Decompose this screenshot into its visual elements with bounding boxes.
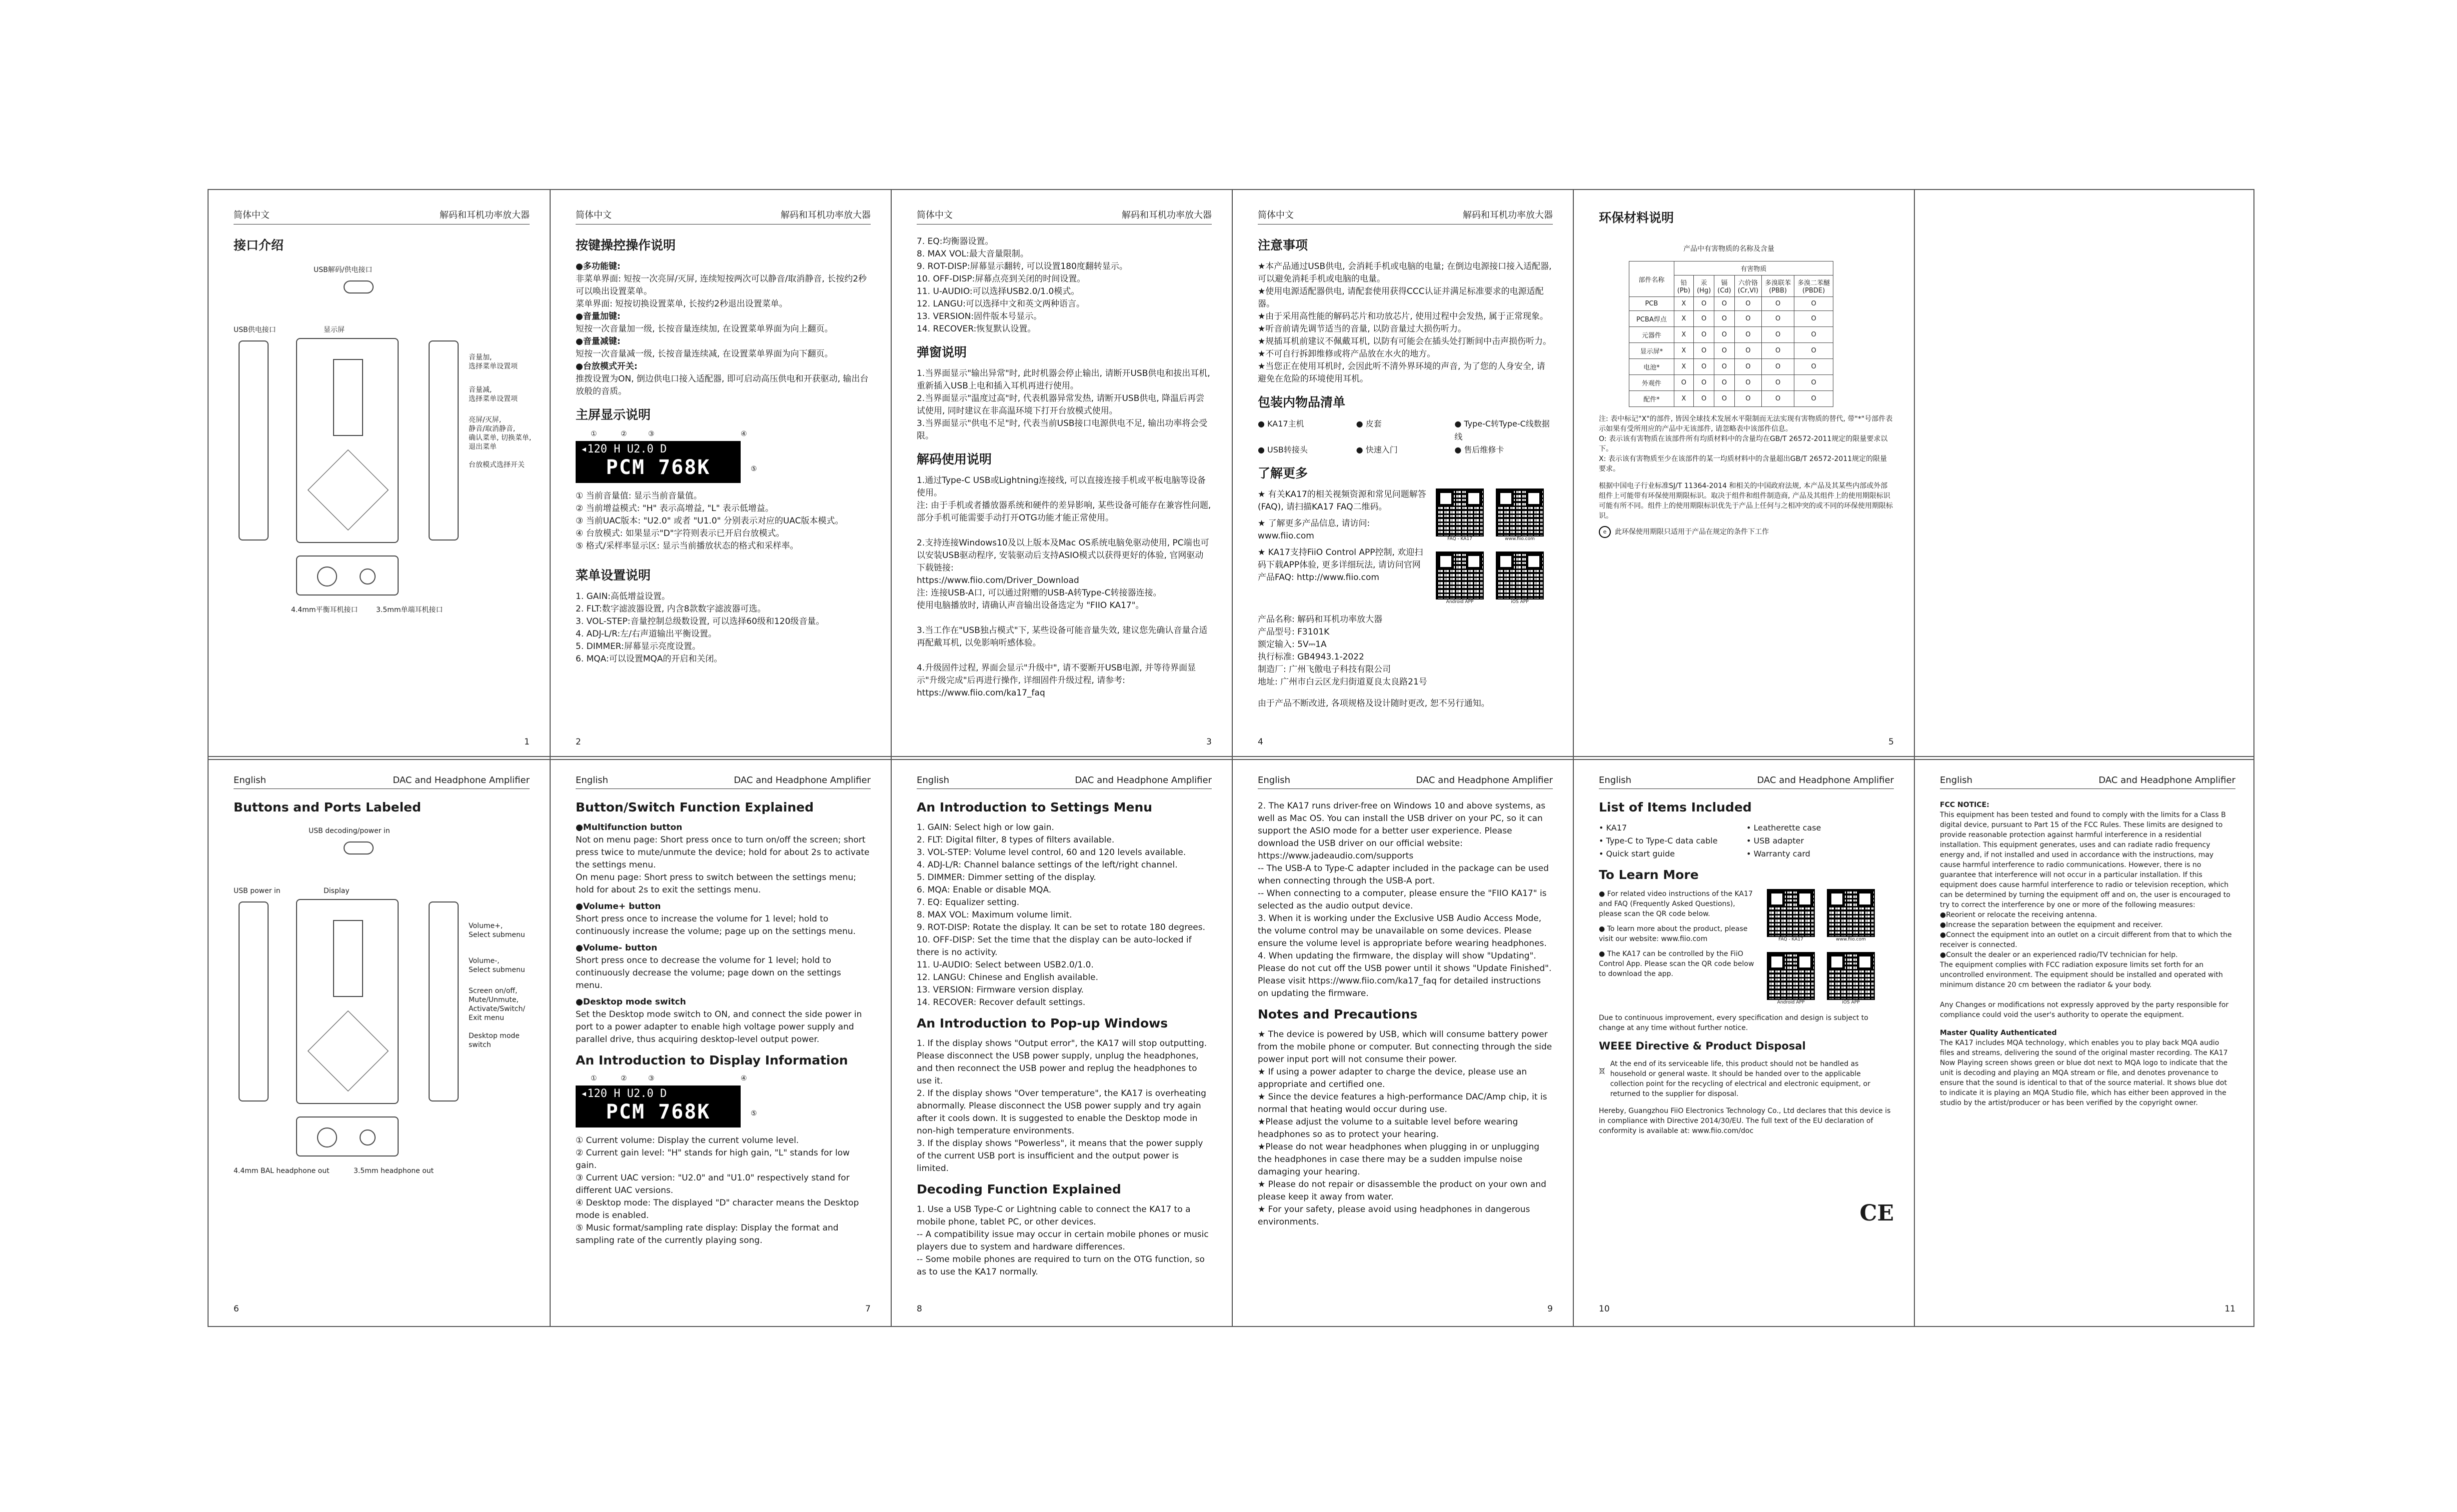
package-items (1599, 822, 1894, 860)
label-usb-decode: USB decoding/power in (309, 827, 390, 835)
display-illustration (576, 430, 871, 490)
device-x-pattern (308, 1010, 389, 1092)
marker: ④ (741, 1074, 747, 1082)
header-lang: 简体中文 (1258, 210, 1294, 220)
item-label: 售后维修卡 (1464, 445, 1504, 454)
item-label: Type-C转Type-C线数据线 (1454, 419, 1550, 442)
qr-code (1767, 952, 1815, 1005)
item-label: Quick start guide (1606, 849, 1675, 858)
marker: ① (591, 430, 597, 438)
qr-caption: FAQ - KA17 (1778, 937, 1803, 942)
list-item: ● USB转接头 (1258, 445, 1308, 454)
item-label: KA17 (1606, 823, 1627, 832)
section-title: To Learn More (1599, 868, 1699, 882)
eco-mark-text: 此环保使用期限只适用于产品在规定的条件下工作 (1615, 528, 1769, 536)
header-doc: DAC and Headphone Amplifier (2098, 775, 2235, 786)
bullet-text: Short press once to increase the volume for 1 level; hold to continuously increase the volume; page up on the settings menu. (576, 914, 856, 936)
lcd-status-row: ◂120 H U2.0 D (581, 1088, 667, 1100)
table-cell: O (1734, 297, 1761, 311)
mqa-title: Master Quality Authenticated (1940, 1029, 2057, 1037)
lcd-screen (576, 441, 741, 483)
table-cell: O (1794, 297, 1833, 311)
item-label: 快速入门 (1365, 445, 1398, 454)
eu-declaration: Hereby, Guangzhou FiiO Electronics Technology Co., Ltd declares that this device is in compliance with Directive 2014/30/EU. The full text of the EU declaration of conformity is available at: www.fiio.com/doc (1599, 1107, 1891, 1135)
table-cell: O (1693, 311, 1714, 327)
item-label: USB adapter (1753, 836, 1804, 846)
header-doc: 解码和耳机功率放大器 (440, 210, 530, 220)
fcc-title: FCC NOTICE: (1940, 801, 1989, 809)
header-lang: 简体中文 (576, 210, 612, 220)
item-label: USB转接头 (1267, 445, 1308, 454)
header-doc: 解码和耳机功率放大器 (781, 210, 871, 220)
table-cell: O (1762, 311, 1794, 327)
qr-caption: Android APP (1446, 600, 1474, 604)
section-title: Notes and Precautions (1258, 1007, 1418, 1022)
header-lang: 简体中文 (234, 210, 270, 220)
table-title: 产品中有害物质的名称及含量 (1683, 245, 1774, 253)
bullet-heading: ●多功能键: (576, 262, 621, 272)
list-item: • Leatherette case (1746, 823, 1821, 832)
section-title: 接口介绍 (234, 238, 284, 252)
list-item: ● 快速入门 (1356, 445, 1398, 454)
page-header (576, 208, 871, 224)
header-doc: DAC and Headphone Amplifier (1075, 775, 1212, 786)
header-lang: English (1599, 775, 1631, 786)
table-row (1629, 327, 1833, 343)
precautions-text: ★本产品通过USB供电, 会消耗手机或电脑的电量; 在倒边电源接口接入适配器, 可以避免消耗手机或电脑的电量。 ★使用电源适配器供电, 请配套使用获得CCC认证并满足标准要求的电源适配器。 ★由于采用高性能的解码芯片和功放芯片, 使用过程中会发热, 属于正常现象。 ★听音前请先调节适当的音量, 以防音量过大损伤听力。 ★规插耳机前建议不佩戴耳机, 以防有可能会在插头处打断间中击声损伤听力。 ★不可自行拆卸维修或将产品放在水火的地方。 ★当您正在使用耳机时, 会因此听不清外界环境的声音, 为了您的人身安全, 请避免在危险的环境使用耳机。 (1258, 262, 1552, 384)
header-doc: DAC and Headphone Amplifier (1757, 775, 1894, 786)
hazardous-substance-table (1629, 261, 1833, 407)
item-label: Leatherette case (1753, 823, 1821, 832)
header-lang: English (576, 775, 608, 786)
page-11 (1914, 757, 2255, 1326)
package-items (1258, 418, 1553, 456)
eco-period-icon: e (1599, 526, 1611, 538)
label-usb-power: USB供电接口 (234, 326, 276, 334)
se-jack (360, 1130, 376, 1146)
qr-caption: FAQ - KA17 (1447, 536, 1472, 542)
table-cell: 显示屏* (1629, 343, 1674, 359)
lcd-format-row: PCM 768K (606, 456, 711, 479)
page-header (917, 208, 1212, 224)
page-8 (891, 757, 1232, 1326)
section-title: 环保材料说明 (1599, 210, 1674, 225)
table-cell: O (1714, 375, 1734, 391)
table-cell: O (1693, 343, 1714, 359)
table-cell: 配件* (1629, 391, 1674, 407)
header-doc: 解码和耳机功率放大器 (1122, 210, 1212, 220)
bullet-heading: ●台放模式开关: (576, 362, 638, 372)
table-note: 注: 表中标记"X"的部件, 皆因全球技术发展水平限制而无法实现有害物质的替代, 带"*"号部件表示如果有受所用应的产品中无该部件, 请忽略表中该部件信息。 O: 表示该有害物质在该部件所有均质材料中的含量均在GB/T 26572-2011规定的限量要求以下。 X: 表示该有害物质至少在该部件的某一均质材料中的含量超出GB/T 26572-2011规定的限量要求。 (1599, 415, 1893, 473)
table-header: 铅 (Pb) (1674, 276, 1693, 297)
table-header: 汞 (Hg) (1693, 276, 1714, 297)
table-row (1629, 343, 1833, 359)
page-number: 3 (1206, 737, 1212, 747)
qr-code (1827, 889, 1875, 942)
header-doc: 解码和耳机功率放大器 (1463, 210, 1553, 220)
item-label: 皮套 (1365, 419, 1382, 428)
table-cell: O (1693, 359, 1714, 375)
list-item: • Quick start guide (1599, 849, 1675, 858)
learn-more-item: ● The KA17 can be controlled by the FiiO Control App. Please scan the QR code below to download the app. (1599, 950, 1754, 978)
device-front (296, 338, 399, 543)
table-cell: O (1794, 311, 1833, 327)
bullet-text: 推拨设置为ON, 倒边供电口接入适配器, 即可启动高压供电和开获驱动, 输出台放般的音质。 (576, 374, 869, 396)
header-doc: DAC and Headphone Amplifier (734, 775, 871, 786)
decoding-text: 1.通过Type-C USB或Lightning连接线, 可以直接连接手机或平板电脑等设备使用。 注: 由于手机或者播放器系统和硬件的差异影响, 某些设备可能存在兼容性问题, 部分手机可能需要手动打开OTG功能才能正常使用。 2.支持连接Windows10及以上版本及Mac OS系统电脑免驱动使用, PC端也可以安装USB驱动程序, 安装驱动后支持ASIO模式以获得更好的体验, 官网驱动下载链接: https://www.fiio.com/Driver_Download 注: 连接USB-A口, 可以通过附赠的USB-A转Type-C转接器连接。 使用电脑播放时, 请确认声音输出设备选定为 "FIIO KA17"。 3.当工作在"USB独占模式"下, 某些设备可能音量失效, 建议您先确认音量合适再配戴耳机, 以免影响听感体验。 4.升级固件过程, 界面会显示"升级中", 请不要断开USB电源, 并等待界面显示"升级完成"后再进行操作, 详细固件升级过程, 请参考: https://www.fiio.com/ka17_faq (917, 476, 1211, 698)
header-lang: English (1940, 775, 1972, 786)
qr-caption: iOS APP (1842, 1000, 1860, 1005)
table-cell: PCB (1629, 297, 1674, 311)
header-lang: English (917, 775, 949, 786)
table-cell: O (1794, 375, 1833, 391)
bullet-text: Set the Desktop mode switch to ON, and connect the side power in port to a power adapter to enable high voltage power supply and parallel drive, thus acquiring desktop-level output power. (576, 1010, 862, 1044)
lcd-screen (576, 1086, 741, 1128)
table-cell: O (1693, 391, 1714, 407)
page-header (917, 775, 1212, 789)
section-title: List of Items Included (1599, 800, 1752, 814)
learn-more-item: ★ KA17支持FiiO Control APP控制, 欢迎扫码下载APP体验, 更多详细玩法, 请访问官网产品FAQ: http://www.fiio.com (1258, 548, 1423, 582)
marker: ⑤ (751, 465, 757, 473)
marker: ② (621, 430, 627, 438)
table-header: 六价铬 (Cr,VI) (1734, 276, 1761, 297)
popup-text: 1. If the display shows "Output error", the KA17 will stop outputting. Please disconnect the USB power supply, unplug the headphones, and then reconnect the USB power and replug the headphones to use it. 2. If the display shows "Over temperature", the KA17 is overheating abnormally. Please disconnect the USB power supply and try again after it cools down. It is suggested to enable the Desktop mode in non-high temperature environments. 3. If the display shows "Powerless", it means that the power supply of the current USB port is insufficient and the output power is limited. (917, 1038, 1207, 1174)
list-item: ● Type-C转Type-C线数据线 (1454, 419, 1550, 442)
label-se-out: 3.5mm单端耳机接口 (376, 606, 443, 614)
device-diagram (234, 822, 534, 1202)
button-instructions (576, 822, 871, 1046)
list-item: ● KA17主机 (1258, 419, 1304, 428)
page-number: 1 (524, 737, 530, 747)
table-cell: O (1734, 327, 1761, 343)
page-number: 2 (576, 737, 581, 747)
page-header (1258, 775, 1553, 789)
section-title: WEEE Directive & Product Disposal (1599, 1040, 1806, 1052)
list-item: ● 皮套 (1356, 419, 1382, 428)
table-cell: O (1714, 359, 1734, 375)
qr-code (1496, 488, 1544, 542)
label-multifunction: Screen on/off, Mute/Unmute, Activate/Switch/ Exit menu (469, 987, 526, 1022)
table-cell: O (1714, 297, 1734, 311)
learn-more-text (1599, 889, 1759, 1005)
page-7 (550, 757, 891, 1326)
device-side-left (239, 902, 269, 1102)
device-side-right (429, 902, 459, 1102)
section-title: 注意事项 (1258, 238, 1308, 252)
label-vol-down: Volume-, Select submenu (469, 957, 525, 974)
table-cell: O (1714, 327, 1734, 343)
item-label: Warranty card (1753, 849, 1810, 858)
page-9 (1232, 757, 1573, 1326)
display-illustration (576, 1074, 871, 1134)
section-title: 主屏显示说明 (576, 408, 651, 422)
marker: ⑤ (751, 1110, 757, 1118)
label-usb-decode: USB解码/供电接口 (314, 266, 373, 274)
item-label: Type-C to Type-C data cable (1606, 836, 1718, 846)
table-cell: O (1693, 327, 1714, 343)
table-row (1629, 311, 1833, 327)
table-cell: O (1734, 311, 1761, 327)
page-number: 11 (2224, 1304, 2235, 1314)
bullet-heading: ●音量加键: (576, 312, 621, 322)
table-cell: X (1674, 311, 1693, 327)
qr-caption: www.fiio.com (1836, 937, 1866, 942)
item-label: KA17主机 (1267, 419, 1304, 428)
ce-mark: CE (1859, 1200, 1894, 1226)
label-vol-up: 音量加, 选择菜单设置项 (469, 354, 518, 370)
table-header: 有害物质 (1674, 262, 1833, 276)
display-legend: ① Current volume: Display the current volume level. ② Current gain level: "H" stands for high gain, "L" stands for low gain. ③ Current UAC version: "U2.0" and "U1.0" respectively stand for different UAC versions. ④ Desktop mode: The displayed "D" character means the Desktop mode is enabled. ⑤ Music format/sampling rate display: Display the format and sampling rate of the currently playing song. (576, 1136, 859, 1246)
table-row (1629, 297, 1833, 311)
table-row (1629, 375, 1833, 391)
qr-code (1436, 488, 1484, 542)
marker: ④ (741, 430, 747, 438)
se-jack (360, 568, 376, 584)
table-cell: 元器件 (1629, 327, 1674, 343)
table-cell: PCBA焊点 (1629, 311, 1674, 327)
bullet-heading: ●音量减键: (576, 336, 621, 346)
header-doc: DAC and Headphone Amplifier (1416, 775, 1553, 786)
qr-code (1496, 552, 1544, 604)
bullet-text: 短按一次音量减一级, 长按音量连续减, 在设置菜单界面为向下翻页。 (576, 349, 833, 359)
qr-codes (1767, 889, 1875, 1005)
settings-menu-list: 1. GAIN: Select high or low gain. 2. FLT: Digital filter, 8 types of filters available. 3. VOL-STEP: Volume level control, 60 and 120 levels available. 4. ADJ-L/R: Channel balance settings of the left/right channel. 5. DIMMER: Dimmer setting of the display. 6. MQA: Enable or disable MQA. 7. EQ: Equalizer setting. 8. MAX VOL: Maximum volume limit. 9. ROT-DISP: Rotate the display. It can be set to rotate 180 degrees. 10. OFF-DISP: Set the time that the display can be auto-locked if there is no activity. 11. U-AUDIO: Select between USB2.0/1.0. 12. LANGU: Chinese and English available. 13. VERSION: Firmware version display. 14. RECOVER: Recover default settings. (917, 822, 1206, 1008)
marker: ② (621, 1074, 627, 1082)
page-number: 4 (1258, 737, 1263, 747)
qr-caption: Android APP (1777, 1000, 1805, 1005)
bullet-heading: ●Volume- button (576, 943, 658, 953)
learn-more-item: ★ 了解更多产品信息, 请访问: www.fiio.com (1258, 518, 1370, 541)
table-cell: O (1734, 343, 1761, 359)
device-bottom (296, 556, 399, 596)
usb-c-port (344, 842, 374, 854)
label-vol-down: 音量减, 选择菜单设置项 (469, 386, 518, 403)
label-display: 显示屏 (324, 326, 345, 334)
table-cell: X (1674, 343, 1693, 359)
label-multifunction: 亮屏/灭屏, 静音/取消静音, 确认菜单, 切换菜单, 退出菜单 (469, 416, 532, 451)
learn-more-item: ● To learn more about the product, please visit our website: www.fiio.com (1599, 925, 1748, 943)
label-bal-out: 4.4mm平衡耳机接口 (291, 606, 358, 614)
device-front (296, 899, 399, 1104)
popup-text: 1.当界面显示"输出异常"时, 此时机器会停止输出, 请断开USB供电和拔出耳机, 重新插入USB上电和插入耳机再进行使用。 2.当界面显示"温度过高"时, 代表机器异常发热, 请断开USB供电, 降温后再尝试使用, 同时建议在非高温环境下打开台放模式使用。 3.当界面显示"供电不足"时, 代表当前USB接口电源供电不足, 输出功率将会受限。 (917, 368, 1210, 441)
section-title: An Introduction to Settings Menu (917, 800, 1153, 814)
mqa-text: The KA17 includes MQA technology, which enables you to play back MQA audio files and streams, delivering the sound of the original master recording. The KA17 Now Playing screen shows green or blue dot next to MQA logo to indicate that the unit is decoding and playing an MQA stream or file, and denotes provenance to ensure that the sound is identical to that of the source material. It shows blue dot to indicate it is playing an MQA Studio file, which has either been approved in the studio by the artist/producer or has been verified by the copyright owner. (1940, 1039, 2228, 1107)
manual-sheet-english (208, 756, 2254, 1327)
table-cell: O (1734, 359, 1761, 375)
section-title: 包装内物品清单 (1258, 395, 1346, 410)
device-side-left (239, 340, 269, 540)
display-legend: ① 当前音量值: 显示当前音量值。 ② 当前增益模式: "H" 表示高增益, "L" 表示低增益。 ③ 当前UAC版本: "U2.0" 或者 "U1.0" 分别表示对应的UAC版本模式。 ④ 台放模式: 如果显示"D"字符则表示已开启台放模式。 ⑤ 格式/采样率显示区: 显示当前播放状态的格式和采样率。 (576, 491, 844, 551)
weee-block (1599, 1059, 1894, 1099)
product-info: 产品名称: 解码和耳机功率放大器 产品型号: F3101K 额定输入: 5V⎓1A 执行标准: GB4943.1-2022 制造厂: 广州飞傲电子科技有限公司 地址: 广州市白云区龙归街道夏良太良路21号 (1258, 614, 1427, 687)
page-4 (1232, 190, 1573, 759)
precautions-text: ★ The device is powered by USB, which will consume battery power from the mobile phone or computer. But connecting through the side power input port will not consume their power. ★ If using a power adapter to charge the device, please use an appropriate and certified one. ★ Since the device features a high-performance DAC/Amp chip, it is normal that heating would occur during use. ★Please adjust the volume to a suitable level before wearing headphones so as to protect your hearing. ★Please do not wear headphones when plugging in or unplugging the headphones in case there may be a sudden impulse noise damaging your hearing. ★ Please do not repair or disassemble the product on your own and please keep it away from water. ★ For your safety, please avoid using headphones in dangerous environments. (1258, 1030, 1552, 1227)
table-row (1629, 359, 1833, 375)
crossed-bin-icon (1599, 1059, 1605, 1083)
section-title: Button/Switch Function Explained (576, 800, 814, 814)
decoding-text-continued: 2. The KA17 runs driver-free on Windows 10 and above systems, as well as Mac OS. You can install the USB driver on your PC, so it can support the ASIO mode for a better user experience. Please download the USB driver on our official website: https://www.jadeaudio.com/supports -- The USB-A to Type-C adapter included in the package can be used when connecting through the USB-A port. -- When connecting to a computer, please ensure the "FIIO KA17" is selected as the audio output device. 3. When it is working under the Exclusive USB Audio Access Mode, the volume control may be unavailable on some devices. Please ensure the volume level is appropriate before wearing headphones. 4. When updating the firmware, the display will show "Updating". Please do not cut off the USB power until it shows "Update Finished". Please visit https://www.fiio.com/ka17_faq for detailed instructions on updating the firmware. (1258, 801, 1552, 998)
label-se-out: 3.5mm headphone out (354, 1167, 434, 1175)
qr-code (1436, 552, 1484, 604)
menu-list-continued: 7. EQ:均衡器设置。 8. MAX VOL:最大音量限制。 9. ROT-DISP:屏幕显示翻转, 可以设置180度翻转显示。 10. OFF-DISP:屏幕点亮到关闭的时间设置。 11. U-AUDIO:可以选择USB2.0/1.0模式。 12. LANGU:可以选择中文和英文两种语言。 13. VERSION:固件版本号显示。 14. RECOVER:恢复默认设置。 (917, 236, 1128, 334)
label-vol-up: Volume+, Select submenu (469, 922, 525, 939)
section-title: 弹窗说明 (917, 345, 967, 360)
bullet-heading: ●Volume+ button (576, 902, 661, 912)
marker: ③ (648, 430, 655, 438)
table-cell: O (1714, 343, 1734, 359)
menu-list: 1. GAIN:高低增益设置。 2. FLT:数字滤波器设置, 内含8款数字滤波器可选。 3. VOL-STEP:音量控制总级数设置, 可以选择60级和120级音量。 4. ADJ-L/R:左/右声道输出平衡设置。 5. DIMMER:屏幕显示亮度设置。 6. MQA:可以设置MQA的开启和关闭。 (576, 592, 825, 664)
qr-codes (1436, 488, 1544, 604)
table-header: 镉 (Cd) (1714, 276, 1734, 297)
page-2 (550, 190, 891, 759)
eco-mark-line (1599, 526, 1894, 538)
device-screen (333, 920, 363, 997)
table-cell: O (1674, 375, 1693, 391)
table-header: 部件名称 (1629, 262, 1674, 297)
header-lang: 简体中文 (917, 210, 953, 220)
section-title: 按键操控操作说明 (576, 238, 676, 252)
notice: Due to continuous improvement, every specification and design is subject to change at any time without further notice. (1599, 1014, 1868, 1032)
page-header (1258, 208, 1553, 224)
page-number: 6 (234, 1304, 239, 1314)
section-title: 了解更多 (1258, 466, 1308, 480)
table-row (1629, 391, 1833, 407)
marker: ③ (648, 1074, 655, 1082)
learn-more-item: ★ 有关KA17的相关视频资源和常见问题解答 (FAQ), 请扫描KA17 FAQ二维码。 (1258, 490, 1426, 512)
device-diagram (234, 260, 534, 640)
list-item: • KA17 (1599, 823, 1627, 832)
table-cell: O (1693, 297, 1714, 311)
bullet-heading: ●Multifunction button (576, 822, 683, 832)
marker: ① (591, 1074, 597, 1082)
blank-page (1914, 190, 2255, 759)
qr-code (1767, 889, 1815, 942)
learn-more-item: ● For related video instructions of the KA17 and FAQ (Frequently Asked Questions), please scan the QR code below. (1599, 890, 1753, 918)
table-cell: O (1734, 375, 1761, 391)
decoding-text: 1. Use a USB Type-C or Lightning cable to connect the KA17 to a mobile phone, tablet PC, or other devices. -- A compatibility issue may occur in certain mobile phones or music players due to system and hardware differences. -- Some mobile phones are required to turn on the OTG function, so as to use the KA17 normally. (917, 1204, 1209, 1277)
manual-sheet-chinese (208, 189, 2254, 760)
table-cell: O (1762, 343, 1794, 359)
notice: 由于产品不断改进, 各项规格及设计随时更改, 恕不另行通知。 (1258, 698, 1490, 708)
lcd-status-row: ◂120 H U2.0 D (581, 443, 667, 456)
table-cell: O (1762, 327, 1794, 343)
table-cell: O (1693, 375, 1714, 391)
table-cell: O (1794, 391, 1833, 407)
qr-code (1827, 952, 1875, 1005)
lcd-format-row: PCM 768K (606, 1100, 711, 1124)
qr-caption: iOS APP (1511, 600, 1529, 604)
table-cell: O (1794, 343, 1833, 359)
table-cell: O (1794, 359, 1833, 375)
section-title: 解码使用说明 (917, 452, 992, 466)
button-instructions (576, 260, 871, 398)
page-number: 7 (865, 1304, 871, 1314)
section-title: An Introduction to Display Information (576, 1053, 848, 1068)
learn-more (1599, 889, 1894, 1005)
table-cell: O (1762, 375, 1794, 391)
bullet-text: Not on menu page: Short press once to turn on/off the screen; short press twice to mute/unmute the device; hold for about 2s to activate the settings menu. On menu page: Short press to switch between the settings menu; hold for about 2s to exit the settings menu. (576, 835, 870, 895)
table-cell: O (1714, 311, 1734, 327)
device-x-pattern (308, 450, 389, 530)
header-doc: DAC and Headphone Amplifier (393, 775, 530, 786)
section-title: Buttons and Ports Labeled (234, 800, 422, 814)
label-display: Display (324, 887, 350, 895)
table-cell: O (1714, 391, 1734, 407)
header-lang: English (234, 775, 266, 786)
header-lang: English (1258, 775, 1290, 786)
fcc-text: This equipment has been tested and found to comply with the limits for a Class B digital device, pursuant to Part 15 of the FCC Rules. These limits are designed to provide reasonable protection against harmful interference in a residential installation. This equipment generates, uses and can radiate radio frequency energy and, if not installed and used in accordance with the instructions, may cause harmful interference to radio communications. However, there is no guarantee that interference will not occur in a particular installation. If this equipment does cause harmful interference to radio or television reception, which can be determined by turning the equipment off and on, the user is encouraged to try to correct the interference by one or more of the following measures: ●Reorient or relocate the receiving antenna. ●Increase the separation between the equipment and receiver. ●Connect the equipment into an outlet on a circuit different from that to which the receiver is connected. ●Consult the dealer or an experienced radio/TV technician for help. The equipment complies with FCC radiation exposure limits set forth for an uncontrolled environment. The equipment should be installed and operated with minimum distance 20 cm between the radiator & your body. Any Changes or modifications not expressly approved by the party responsible for compliance could void the user's authority to operate the equipment. (1940, 811, 2232, 1019)
table-cell: 外观件 (1629, 375, 1674, 391)
device-side-right (429, 340, 459, 540)
bullet-heading: ●Desktop mode switch (576, 997, 686, 1007)
table-header: 多溴二苯醚 (PBDE) (1794, 276, 1833, 297)
table-cell: X (1674, 391, 1693, 407)
section-title: Decoding Function Explained (917, 1182, 1121, 1196)
weee-text: At the end of its serviceable life, this product should not be handled as household or general waste. It should be handed over to the applicable collection point for the recycling of electrical and electronic equipment, or returned to the supplier for disposal. (1610, 1060, 1870, 1098)
label-bal-out: 4.4mm BAL headphone out (234, 1167, 330, 1175)
section-title: 菜单设置说明 (576, 568, 651, 582)
bullet-text: Short press once to decrease the volume for 1 level; hold to continuously decrease the volume; page down on the settings menu. (576, 956, 841, 990)
learn-more (1258, 488, 1553, 604)
table-cell: X (1674, 297, 1693, 311)
rohs-paragraph: 根据中国电子行业标准SJ/T 11364-2014 和相关的中国政府法规, 本产品及其某些内部或外部组件上可能带有环保使用期限标识。取决于组件和组件制造商, 产品及其组件上的使用期限标识可能有所不同。组件上的使用期限标识优先于产品上任何与之相冲突的或不同的环保使用期限标识。 (1599, 482, 1893, 520)
section-title: An Introduction to Pop-up Windows (917, 1016, 1168, 1030)
bullet-text: 非菜单界面: 短按一次亮屏/灭屏, 连续短按两次可以静音/取消静音, 长按约2秒可以唤出设置菜单。 菜单界面: 短按切换设置菜单, 长按约2秒退出设置菜单。 (576, 274, 867, 309)
page-3 (891, 190, 1232, 759)
qr-caption: www.fiio.com (1505, 536, 1535, 542)
page-5 (1573, 190, 1914, 759)
device-bottom (296, 1116, 399, 1156)
table-header: 多溴联苯 (PBB) (1762, 276, 1794, 297)
bal-jack (317, 566, 337, 586)
page-number: 5 (1888, 737, 1894, 747)
table-cell: O (1762, 297, 1794, 311)
page-header (1940, 775, 2235, 789)
table-cell: O (1734, 391, 1761, 407)
table-cell: 电池* (1629, 359, 1674, 375)
page-6 (209, 757, 550, 1326)
bal-jack (317, 1128, 337, 1148)
page-header (234, 775, 530, 789)
list-item: • USB adapter (1746, 836, 1804, 846)
page-1 (209, 190, 550, 759)
device-screen (333, 359, 363, 436)
page-header (1599, 775, 1894, 789)
label-desktop-switch: Desktop mode switch (469, 1032, 520, 1049)
list-item: ● 售后维修卡 (1454, 445, 1504, 454)
table-cell: X (1674, 327, 1693, 343)
table-cell: O (1762, 359, 1794, 375)
page-number: 8 (917, 1304, 922, 1314)
learn-more-text (1258, 488, 1428, 604)
list-item: • Type-C to Type-C data cable (1599, 836, 1718, 846)
label-desktop-switch: 台放模式选择开关 (469, 461, 525, 469)
page-header (234, 208, 530, 224)
page-number: 10 (1599, 1304, 1610, 1314)
page-10 (1573, 757, 1914, 1326)
bullet-text: 短按一次音量加一级, 长按音量连续加, 在设置菜单界面为向上翻页。 (576, 324, 833, 334)
table-cell: X (1674, 359, 1693, 375)
page-header (576, 775, 871, 789)
table-cell: O (1794, 327, 1833, 343)
label-usb-power: USB power in (234, 887, 281, 895)
usb-c-port (344, 280, 374, 294)
table-cell: O (1762, 391, 1794, 407)
page-number: 9 (1547, 1304, 1553, 1314)
list-item: • Warranty card (1746, 849, 1810, 858)
